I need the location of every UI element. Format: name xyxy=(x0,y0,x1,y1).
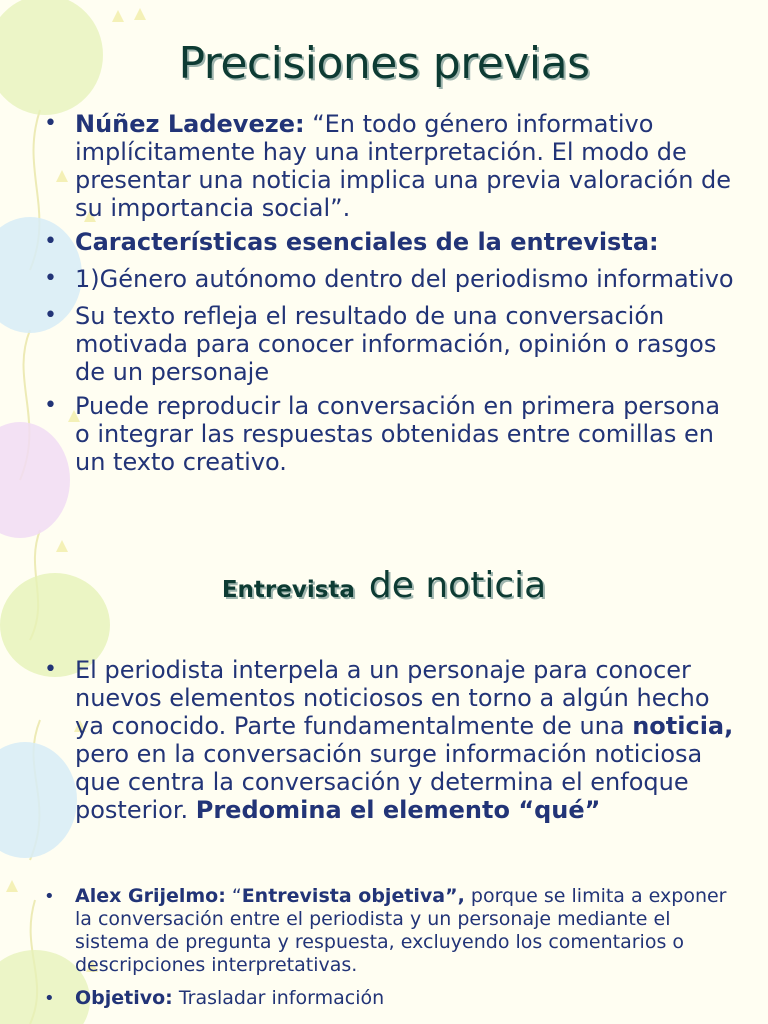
list-item: • Características esenciales de la entrevista: xyxy=(0,228,768,256)
slide2-secondary-list xyxy=(0,885,768,1020)
slide2-title xyxy=(0,565,768,606)
list-item: • Alex Grijelmo: “Entrevista objetiva”, porque se limita a exponer la conversación entre el periodista y un personaje mediante el sistema de pregunta y respuesta, excluyendo los comentarios o descripciones interpretativas. xyxy=(0,885,768,977)
list-item: • Su texto refleja el resultado de una conversación motivada para conocer información, opinión o rasgos de un personaje xyxy=(0,302,768,386)
list-item: • El periodista interpela a un personaje para conocer nuevos elementos noticiosos en torno a algún hecho ya conocido. Parte fundamentalmente de una noticia, pero en la conversación surge información noticiosa que centra la conversación y determina el enfoque posterior. Predomina el elemento “qué” xyxy=(0,656,768,824)
slide2-bullet-list xyxy=(0,656,768,824)
list-item: • Núñez Ladeveze: “En todo género informativo implícitamente hay una interpretación. El modo de presentar una noticia implica una previa valoración de su importancia social”. xyxy=(0,110,768,222)
slide1-bullet-list xyxy=(0,110,768,482)
list-item: • Objetivo: Trasladar información xyxy=(0,987,768,1010)
slide2-title-big: de noticia xyxy=(368,565,547,606)
slide1-title: Precisiones previas xyxy=(178,38,590,89)
list-item: • Puede reproducir la conversación en primera persona o integrar las respuestas obtenidas entre comillas en un texto creativo. xyxy=(0,392,768,476)
slide2-title-small: Entrevista xyxy=(221,577,355,603)
list-item: • 1)Género autónomo dentro del periodismo informativo xyxy=(0,262,768,296)
